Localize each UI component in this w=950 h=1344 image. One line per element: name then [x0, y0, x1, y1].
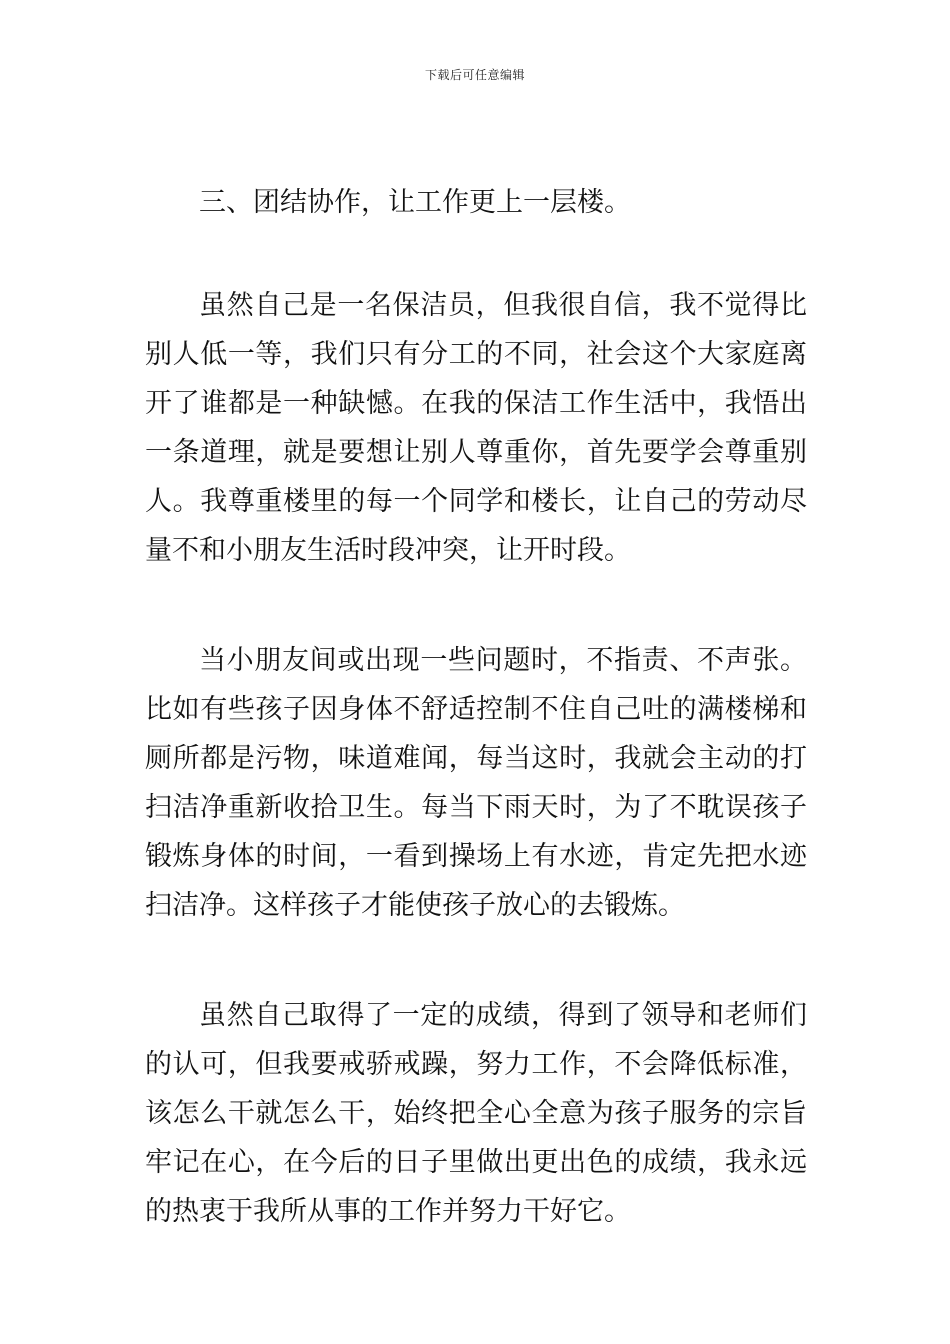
paragraph-2: 当小朋友间或出现一些问题时，不指责、不声张。比如有些孩子因身体不舒适控制不住自己吐的满楼梯和厕所都是污物，味道难闻，每当这时，我就会主动的打扫洁净重新收拾卫生。每当下雨天时，为了不耽误孩子锻炼身体的时间，一看到操场上有水迹，肯定先把水迹扫洁净。这样孩子才能使孩子放心的去锻炼。 [145, 645, 807, 921]
document-body [145, 178, 807, 1236]
paragraph-3: 虽然自己取得了一定的成绩，得到了领导和老师们的认可，但我要戒骄戒躁，努力工作，不会降低标准，该怎么干就怎么干，始终把全心全意为孩子服务的宗旨牢记在心，在今后的日子里做出更出色的成绩，我永远的热衷于我所从事的工作并努力干好它。 [145, 1000, 807, 1227]
header-note: 下载后可任意编辑 [424, 68, 525, 82]
paragraph-1: 虽然自己是一名保洁员，但我很自信，我不觉得比别人低一等，我们只有分工的不同，社会这个大家庭离开了谁都是一种缺憾。在我的保洁工作生活中，我悟出一条道理，就是要想让别人尊重你，首先要学会尊重别人。我尊重楼里的每一个同学和楼长，让自己的劳动尽量不和小朋友生活时段冲突，让开时段。 [145, 290, 807, 566]
section-heading: 三、团结协作，让工作更上一层楼。 [199, 187, 631, 218]
